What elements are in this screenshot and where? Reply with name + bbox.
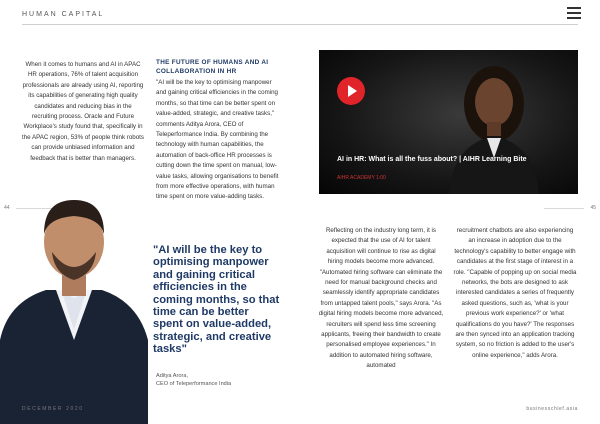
hamburger-menu-icon[interactable] (567, 7, 581, 20)
article-column-1: When it comes to humans and AI in APAC HR operations, 76% of talent acquisition professionals are already using AI, reporting its capabilities of generating high quality candidates and reducing bias in the recruiting process. Oracle and Future Workplace's study found that, specifically in the APAC region, 53% of people think robots can provide unbiased information and feedback that is better than managers. (22, 61, 144, 162)
article-column-3: Reflecting on the industry long term, it is expected that the use of AI for talent acquisition will continue to rise as digital hiring models become more advanced. "Automated hiring software can eliminate the need for manual background checks and seamlessly identify appropriate candidates from untapped talent pools," says Arora. "As digital hiring models become more advanced, recruiters will spend less time screening applicants, freeing their bandwidth to create personalised employee experiences." In addition to automated hiring software, automated (318, 227, 444, 370)
executive-portrait (0, 190, 148, 424)
embedded-video[interactable] (319, 50, 578, 194)
video-title[interactable]: AI in HR: What is all the fuss about? | AIHR Learning Bite (337, 156, 527, 163)
publication-url[interactable]: businesschief.asia (526, 406, 578, 412)
quote-attribution-name: Aditya Arora, (156, 373, 189, 379)
pull-quote: "AI will be the key to optimising manpower and gaining critical efficiencies in the coming months, so that time can be better spent on value-added, strategic, and creative tasks" (153, 244, 280, 356)
page-number-right: 45 (590, 205, 596, 211)
play-icon[interactable] (337, 77, 365, 105)
video-meta: AIHR ACADEMY 1:00 (337, 175, 386, 181)
section-title: HUMAN CAPITAL (22, 11, 105, 18)
header-divider (22, 24, 578, 25)
section-subheading: THE FUTURE OF HUMANS AND AI COLLABORATION IN HR (156, 59, 269, 75)
video-presenter (439, 58, 549, 194)
quote-attribution-title: CEO of Teleperformance India (156, 381, 232, 387)
edge-rule-right (544, 208, 584, 209)
article-column-2 (156, 58, 279, 203)
article-column-2-text: "AI will be the key to optimising manpower and gaining critical efficiencies in the coming months, so that time can be better spent on value-added, strategic, and creative tasks," comments Aditya Arora, CEO of Teleperformance India. By combining the technology with human capabilities, the automation of back-office HR processes is cutting down the time spent on manual, low-value tasks, allowing organisations to benefit from more effective operations, with human time spent on more value-adding tasks. (156, 79, 279, 201)
issue-date: DECEMBER 2020 (22, 406, 84, 412)
article-column-4: recruitment chatbots are also experiencing an increase in adoption due to the technology's capability to better engage with candidates at the first stage of interest in a role. "Capable of popping up on social media networks, the bots are designed to ask interested candidates a series of frequently asked questions, such as, 'what is your previous work experience?' or 'what qualifications do you have?' The responses are then synced into an application tracking system, so no friction is added to the user's online experience," adds Arora. (453, 227, 577, 359)
page-number-left: 44 (4, 205, 10, 211)
